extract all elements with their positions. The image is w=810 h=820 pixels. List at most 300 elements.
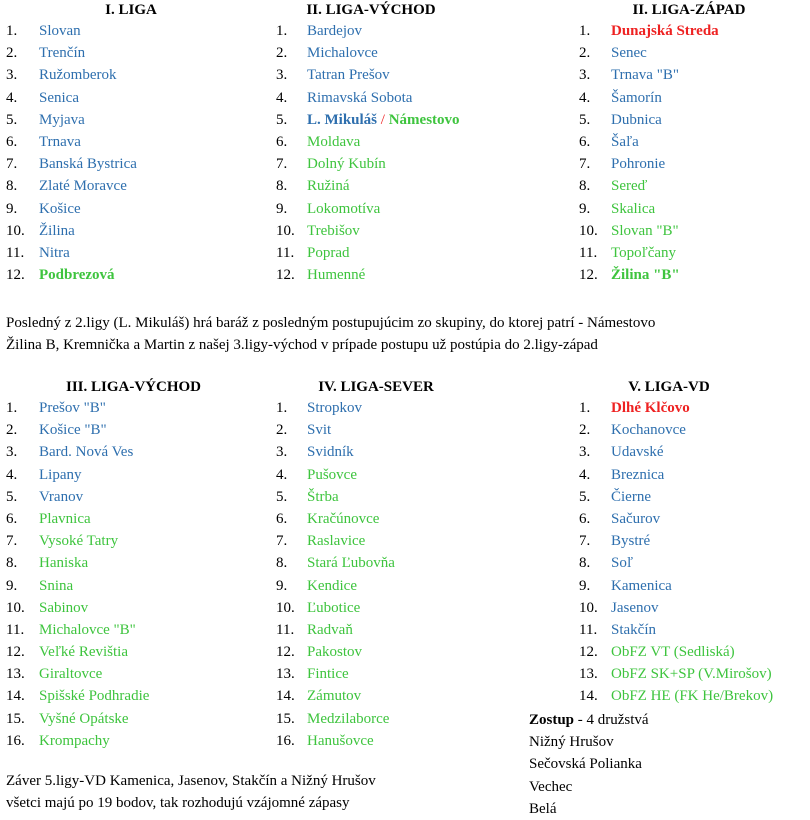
team-name-cell xyxy=(307,397,362,419)
team-name: ObFZ HE (FK He/Brekov) xyxy=(611,688,774,705)
team-row xyxy=(6,20,256,42)
team-list xyxy=(579,20,809,286)
team-row xyxy=(276,87,536,109)
team-name-cell xyxy=(39,109,85,131)
team-rank: 8. xyxy=(276,178,288,195)
team-name: Košice xyxy=(39,200,81,217)
team-name-cell xyxy=(307,264,365,286)
team-name: Jasenov xyxy=(611,599,659,616)
team-name-cell xyxy=(39,153,137,175)
team-name-cell xyxy=(611,42,647,64)
team-name: Bard. Nová Ves xyxy=(39,444,134,461)
team-name: Slovan xyxy=(39,23,81,39)
team-rank: 2. xyxy=(579,422,591,439)
team-name-cell xyxy=(611,597,659,619)
team-name: Radvaň xyxy=(307,621,353,638)
team-name: Kračúnovce xyxy=(307,510,380,527)
team-name: Snina xyxy=(39,577,74,594)
team-rank: 9. xyxy=(276,200,288,217)
team-name-cell xyxy=(307,597,360,619)
team-row xyxy=(579,175,809,197)
team-name: Raslavice xyxy=(307,533,366,550)
team-rank: 1. xyxy=(6,400,18,416)
relegation-block xyxy=(529,709,649,820)
team-name-cell xyxy=(611,220,679,242)
team-row xyxy=(6,552,266,574)
team-name-cell xyxy=(307,552,395,574)
team-name: Myjava xyxy=(39,111,85,128)
team-name: Poprad xyxy=(307,244,350,261)
team-rank: 2. xyxy=(579,45,591,62)
team-name: Šamorín xyxy=(611,89,662,106)
team-rank: 11. xyxy=(6,621,25,638)
team-rank: 16. xyxy=(6,732,25,749)
team-name-cell xyxy=(307,20,362,42)
team-rank: 9. xyxy=(6,200,18,217)
team-name: Prešov "B" xyxy=(39,400,106,416)
team-name: Zámutov xyxy=(307,688,362,705)
team-rank: 5. xyxy=(579,488,591,505)
team-name-cell xyxy=(39,42,85,64)
team-name-cell xyxy=(611,464,664,486)
team-list xyxy=(579,397,809,708)
team-row xyxy=(6,708,266,730)
team-name: Ľubotice xyxy=(307,599,361,616)
team-name-cell xyxy=(611,663,772,685)
team-name: Svit xyxy=(307,422,332,439)
team-row xyxy=(276,20,536,42)
team-row xyxy=(579,663,809,685)
team-name-cell xyxy=(39,464,82,486)
team-rank: 3. xyxy=(6,444,18,461)
team-name: Podbrezová xyxy=(39,267,115,284)
team-name-cell xyxy=(39,242,70,264)
team-rank: 3. xyxy=(579,67,591,84)
team-name: Sereď xyxy=(611,178,648,195)
team-name-cell xyxy=(611,685,773,707)
team-name-cell xyxy=(611,619,656,641)
team-row xyxy=(276,109,536,131)
team-name-cell xyxy=(307,663,349,685)
team-row xyxy=(276,220,536,242)
team-name-cell xyxy=(307,131,360,153)
team-name: Topoľčany xyxy=(611,244,677,261)
team-row xyxy=(276,663,536,685)
team-row xyxy=(6,464,266,486)
team-name: Breznica xyxy=(611,466,665,483)
league-3-east-section xyxy=(6,377,266,752)
team-rank: 14. xyxy=(579,688,598,705)
team-rank: 5. xyxy=(276,488,288,505)
team-name-cell xyxy=(611,87,662,109)
final-note xyxy=(6,770,376,814)
team-name: Sačurov xyxy=(611,510,661,527)
team-row xyxy=(579,20,809,42)
team-name: Štrba xyxy=(307,488,339,505)
team-name-cell xyxy=(307,730,374,752)
team-name: Skalica xyxy=(611,200,656,217)
team-row xyxy=(579,242,809,264)
team-name-cell xyxy=(611,419,686,441)
team-rank: 5. xyxy=(276,111,288,128)
team-rank: 12. xyxy=(276,644,295,661)
team-row xyxy=(276,530,536,552)
team-row xyxy=(276,419,536,441)
team-name: Senec xyxy=(611,45,647,62)
team-row xyxy=(579,597,809,619)
team-rank: 4. xyxy=(6,466,18,483)
team-name: Nitra xyxy=(39,244,70,261)
team-rank: 6. xyxy=(6,133,18,150)
team-name-cell xyxy=(611,175,647,197)
team-name-cell xyxy=(611,641,735,663)
team-name: Rimavská Sobota xyxy=(307,89,413,106)
relegation-item: Nižný Hrušov xyxy=(529,734,614,751)
team-rank: 4. xyxy=(276,89,288,106)
team-name: ObFZ VT (Sedliská) xyxy=(611,644,735,661)
team-name-cell xyxy=(611,441,664,463)
playoff-note-line-2: Žilina B, Kremnička a Martin z našej 3.ligy-východ v prípade postupu už postúpia do 2.ligy-západ xyxy=(6,337,598,353)
team-row xyxy=(6,530,266,552)
team-name: Spišské Podhradie xyxy=(39,688,150,705)
final-note-line-2: všetci majú po 19 bodov, tak rozhodujú vzájomné zápasy xyxy=(6,795,350,811)
team-name-cell xyxy=(39,131,81,153)
team-rank: 12. xyxy=(579,267,598,284)
team-name-cell xyxy=(611,508,660,530)
team-row xyxy=(6,87,256,109)
team-name-cell xyxy=(39,530,118,552)
team-row xyxy=(579,42,809,64)
team-name-cell xyxy=(307,575,357,597)
team-rank: 13. xyxy=(6,666,25,683)
team-list xyxy=(6,20,256,286)
team-name: Humenné xyxy=(307,267,366,284)
league-1-section xyxy=(6,0,256,286)
team-name: Sabinov xyxy=(39,599,89,616)
team-rank: 9. xyxy=(276,577,288,594)
team-row xyxy=(276,597,536,619)
team-rank: 2. xyxy=(6,45,18,62)
team-name: Senica xyxy=(39,89,79,106)
team-rank: 8. xyxy=(6,555,18,572)
team-rank: 9. xyxy=(6,577,18,594)
team-row xyxy=(6,242,256,264)
team-name-cell xyxy=(307,220,360,242)
league-title: II. LIGA-VÝCHOD xyxy=(306,2,436,18)
team-name-cell xyxy=(611,153,665,175)
team-row xyxy=(579,619,809,641)
team-rank: 3. xyxy=(6,67,18,84)
team-rank: 14. xyxy=(276,688,295,705)
team-name-cell xyxy=(307,419,331,441)
team-row xyxy=(276,242,536,264)
league-5-vd-section xyxy=(579,377,809,708)
team-rank: 16. xyxy=(276,732,295,749)
team-name-cell xyxy=(307,87,412,109)
team-row xyxy=(276,730,536,752)
team-name-cell xyxy=(39,641,128,663)
team-name: Tatran Prešov xyxy=(307,67,390,84)
team-row xyxy=(6,597,266,619)
team-name: Slovan "B" xyxy=(611,222,679,239)
team-name: Giraltovce xyxy=(39,666,103,683)
team-row xyxy=(6,64,256,86)
team-name: Lokomotíva xyxy=(307,200,381,217)
team-row xyxy=(6,730,266,752)
team-name-cell xyxy=(611,575,672,597)
team-name: Dolný Kubín xyxy=(307,156,386,173)
team-name-cell xyxy=(39,20,81,42)
team-name-cell xyxy=(611,552,633,574)
team-rank: 10. xyxy=(579,222,598,239)
team-row xyxy=(276,486,536,508)
team-row xyxy=(6,641,266,663)
team-name: Žilina "B" xyxy=(611,267,680,284)
team-name: Žilina xyxy=(39,222,75,239)
team-name: Kamenica xyxy=(611,577,672,594)
team-row xyxy=(579,685,809,707)
team-row xyxy=(276,464,536,486)
team-name-cell xyxy=(39,397,106,419)
team-name-cell xyxy=(611,242,676,264)
team-row xyxy=(276,575,536,597)
team-name-cell xyxy=(611,64,679,86)
team-name-cell xyxy=(39,441,133,463)
team-name: Fintice xyxy=(307,666,349,683)
team-name-cell xyxy=(307,508,379,530)
team-name-cell xyxy=(611,397,690,419)
team-rank: 3. xyxy=(579,444,591,461)
team-name: Trebišov xyxy=(307,222,360,239)
team-row xyxy=(579,508,809,530)
team-name: Stakčín xyxy=(611,621,656,638)
team-row xyxy=(6,419,266,441)
team-rank: 7. xyxy=(6,533,18,550)
team-name: Stropkov xyxy=(307,400,363,416)
team-name-cell xyxy=(39,685,149,707)
team-name: L. Mikuláš xyxy=(307,111,378,128)
team-row xyxy=(6,441,266,463)
team-name-cell xyxy=(39,220,75,242)
team-rank: 10. xyxy=(579,599,598,616)
team-row xyxy=(276,264,536,286)
team-name-cell xyxy=(307,109,460,131)
team-row xyxy=(579,87,809,109)
team-rank: 7. xyxy=(276,156,288,173)
team-name: Lipany xyxy=(39,466,82,483)
team-name: Zlaté Moravce xyxy=(39,178,127,195)
team-name: Bystré xyxy=(611,533,651,550)
team-rank: 2. xyxy=(276,45,288,62)
team-rank: 5. xyxy=(6,488,18,505)
team-name: Trenčín xyxy=(39,45,86,62)
playoff-note-line-1: Posledný z 2.ligy (L. Mikuláš) hrá baráž z posledným postupujúcim zo skupiny, do ktorej patrí - Námestovo xyxy=(6,315,656,331)
team-row xyxy=(6,42,256,64)
team-name-cell xyxy=(307,198,380,220)
team-rank: 8. xyxy=(276,555,288,572)
team-rank: 2. xyxy=(276,422,288,439)
team-name-cell xyxy=(39,708,129,730)
team-row xyxy=(6,131,256,153)
team-name: Čierne xyxy=(611,488,651,505)
team-row xyxy=(579,220,809,242)
team-rank: 1. xyxy=(579,400,591,416)
relegation-count: - 4 družstvá xyxy=(574,712,649,728)
team-rank: 4. xyxy=(6,89,18,106)
team-rank: 7. xyxy=(579,533,591,550)
team-list xyxy=(276,397,536,752)
team-row xyxy=(6,109,256,131)
team-name: Dubnica xyxy=(611,111,662,128)
team-name-cell xyxy=(39,619,136,641)
team-rank: 8. xyxy=(579,178,591,195)
team-name: Vranov xyxy=(39,488,84,505)
team-rank: 10. xyxy=(276,599,295,616)
team-name: Michalovce "B" xyxy=(39,621,136,638)
team-row xyxy=(6,663,266,685)
team-rank: 10. xyxy=(6,599,25,616)
team-name-cell xyxy=(611,486,651,508)
team-rank: 6. xyxy=(276,133,288,150)
team-row xyxy=(276,42,536,64)
team-name: Kendice xyxy=(307,577,357,594)
team-rank: 12. xyxy=(6,267,25,284)
team-name-cell xyxy=(39,64,116,86)
team-row xyxy=(6,486,266,508)
team-name-cell xyxy=(39,663,102,685)
league-title: IV. LIGA-SEVER xyxy=(318,379,434,395)
team-rank: 8. xyxy=(579,555,591,572)
team-name-cell xyxy=(307,64,390,86)
team-row xyxy=(6,220,256,242)
team-name-cell xyxy=(39,264,115,286)
team-name: Banská Bystrica xyxy=(39,156,137,173)
team-rank: 15. xyxy=(276,710,295,727)
team-name-cell xyxy=(39,198,81,220)
team-row xyxy=(579,198,809,220)
team-row xyxy=(579,575,809,597)
team-row xyxy=(6,397,266,419)
team-name: Ružiná xyxy=(307,178,350,195)
league-title: I. LIGA xyxy=(105,2,157,18)
team-row xyxy=(6,619,266,641)
team-rank: 5. xyxy=(579,111,591,128)
team-rank: 12. xyxy=(276,267,295,284)
team-row xyxy=(276,397,536,419)
team-row xyxy=(276,708,536,730)
team-rank: 5. xyxy=(6,111,18,128)
team-row xyxy=(579,109,809,131)
team-rank: 3. xyxy=(276,67,288,84)
team-rank: 15. xyxy=(6,710,25,727)
team-rank: 1. xyxy=(276,400,288,416)
team-name: Vysoké Tatry xyxy=(39,533,119,550)
team-rank: 9. xyxy=(579,200,591,217)
team-name-cell xyxy=(39,175,127,197)
team-name: ObFZ SK+SP (V.Mirošov) xyxy=(611,666,772,683)
team-name: Stará Ľubovňa xyxy=(307,555,395,572)
team-rank: 9. xyxy=(579,577,591,594)
playoff-note xyxy=(6,312,655,356)
team-name: Krompachy xyxy=(39,732,110,749)
team-row xyxy=(276,641,536,663)
team-name: Dlhé Klčovo xyxy=(611,400,690,416)
team-row xyxy=(579,419,809,441)
team-name: Soľ xyxy=(611,555,633,572)
team-rank: 13. xyxy=(276,666,295,683)
team-name: Trnava xyxy=(39,133,81,150)
team-name-cell xyxy=(307,42,378,64)
team-name-cell xyxy=(307,641,362,663)
team-name-cell xyxy=(611,20,719,42)
team-name: Hanušovce xyxy=(307,732,374,749)
team-row xyxy=(6,264,256,286)
team-name-cell xyxy=(39,552,88,574)
league-title: II. LIGA-ZÁPAD xyxy=(632,2,746,18)
team-name: Veľké Revištia xyxy=(39,644,128,661)
team-name-cell xyxy=(307,708,389,730)
team-row xyxy=(276,153,536,175)
team-name: Košice "B" xyxy=(39,422,107,439)
team-name: Pakostov xyxy=(307,644,363,661)
team-name-cell xyxy=(39,419,107,441)
team-name: Michalovce xyxy=(307,45,378,62)
team-name: Plavnica xyxy=(39,510,91,527)
team-rank: 6. xyxy=(579,133,591,150)
team-name-alt: Námestovo xyxy=(388,111,460,128)
team-row xyxy=(579,131,809,153)
team-row xyxy=(579,397,809,419)
team-name-cell xyxy=(611,131,639,153)
relegation-item: Belá xyxy=(529,800,557,817)
team-name-cell xyxy=(307,175,350,197)
team-name-cell xyxy=(39,597,88,619)
team-row xyxy=(276,441,536,463)
relegation-item: Sečovská Polianka xyxy=(529,756,642,773)
team-row xyxy=(276,685,536,707)
team-name-cell xyxy=(611,198,655,220)
team-rank: 6. xyxy=(6,510,18,527)
team-name-cell xyxy=(39,486,83,508)
team-name: Dunajská Streda xyxy=(611,23,719,39)
team-name-cell xyxy=(611,264,680,286)
team-rank: 11. xyxy=(6,244,25,261)
team-name-cell xyxy=(307,464,357,486)
team-row xyxy=(6,685,266,707)
team-list xyxy=(6,397,266,752)
relegation-heading xyxy=(529,709,649,731)
team-name: Trnava "B" xyxy=(611,67,679,84)
team-name: Haniska xyxy=(39,555,89,572)
team-name: Vyšné Opátske xyxy=(39,710,129,727)
team-name: Medzilaborce xyxy=(307,710,390,727)
team-name: Pušovce xyxy=(307,466,357,483)
team-rank: 1. xyxy=(276,23,288,39)
team-name: Moldava xyxy=(307,133,361,150)
team-rank: 7. xyxy=(6,156,18,173)
team-name-cell xyxy=(39,87,79,109)
team-row xyxy=(276,619,536,641)
team-name-cell xyxy=(307,441,354,463)
team-rank: 13. xyxy=(579,666,598,683)
team-rank: 14. xyxy=(6,688,25,705)
league-4-north-section xyxy=(276,377,536,752)
team-name-cell xyxy=(307,242,350,264)
team-name-cell xyxy=(307,486,339,508)
team-rank: 11. xyxy=(276,244,295,261)
team-rank: 7. xyxy=(276,533,288,550)
team-rank: 3. xyxy=(276,444,288,461)
